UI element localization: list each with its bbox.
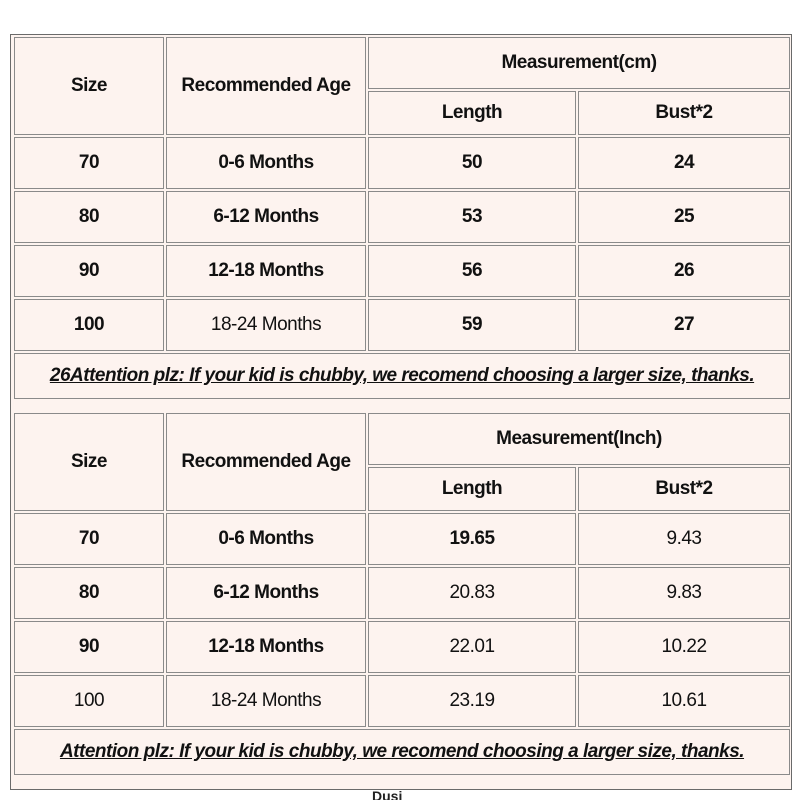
bust-cell: 25 (578, 191, 790, 243)
age-cell: 0-6 Months (166, 137, 366, 189)
length-cell: 20.83 (368, 567, 576, 619)
age-cell: 6-12 Months (166, 191, 366, 243)
bust-cell: 27 (578, 299, 790, 351)
table-row (14, 245, 790, 297)
bust-cell: 24 (578, 137, 790, 189)
size-cell: 100 (14, 299, 164, 351)
cropped-footer-text (372, 790, 432, 800)
length-header: Length (368, 467, 576, 511)
recommended-age-header: Recommended Age (166, 37, 366, 135)
measurement-cm-header: Measurement(cm) (368, 37, 790, 89)
table-row (14, 567, 790, 619)
chubby-size-note: Attention plz: If your kid is chubby, we recomend choosing a larger size, thanks. (14, 729, 790, 775)
bust-header: Bust*2 (578, 91, 790, 135)
length-cell: 22.01 (368, 621, 576, 673)
table-row (14, 675, 790, 727)
bust-cell: 9.43 (578, 513, 790, 565)
table-row (14, 191, 790, 243)
length-cell: 53 (368, 191, 576, 243)
table-row (14, 621, 790, 673)
table-row (14, 299, 790, 351)
age-cell: 12-18 Months (166, 245, 366, 297)
length-cell: 19.65 (368, 513, 576, 565)
age-cell: 18-24 Months (166, 675, 366, 727)
size-cell: 90 (14, 245, 164, 297)
age-cell: 0-6 Months (166, 513, 366, 565)
size-chart-inch-table (12, 411, 792, 777)
length-header: Length (368, 91, 576, 135)
size-cell: 80 (14, 567, 164, 619)
size-cell: 80 (14, 191, 164, 243)
cropped-footer-label: Dusi (372, 790, 403, 800)
length-cell: 56 (368, 245, 576, 297)
size-cell: 70 (14, 513, 164, 565)
recommended-age-header: Recommended Age (166, 413, 366, 511)
size-cell: 70 (14, 137, 164, 189)
age-cell: 18-24 Months (166, 299, 366, 351)
chubby-size-note: 26Attention plz: If your kid is chubby, we recomend choosing a larger size, thanks. (14, 353, 790, 399)
size-header: Size (14, 413, 164, 511)
measurement-inch-header: Measurement(Inch) (368, 413, 790, 465)
length-cell: 50 (368, 137, 576, 189)
table-row (14, 513, 790, 565)
age-cell: 6-12 Months (166, 567, 366, 619)
bust-cell: 26 (578, 245, 790, 297)
age-cell: 12-18 Months (166, 621, 366, 673)
size-cell: 90 (14, 621, 164, 673)
size-cell: 100 (14, 675, 164, 727)
bust-cell: 10.61 (578, 675, 790, 727)
bust-cell: 10.22 (578, 621, 790, 673)
bust-header: Bust*2 (578, 467, 790, 511)
length-cell: 23.19 (368, 675, 576, 727)
length-cell: 59 (368, 299, 576, 351)
bust-cell: 9.83 (578, 567, 790, 619)
table-row (14, 137, 790, 189)
size-header: Size (14, 37, 164, 135)
size-chart-cm-table (12, 35, 792, 401)
